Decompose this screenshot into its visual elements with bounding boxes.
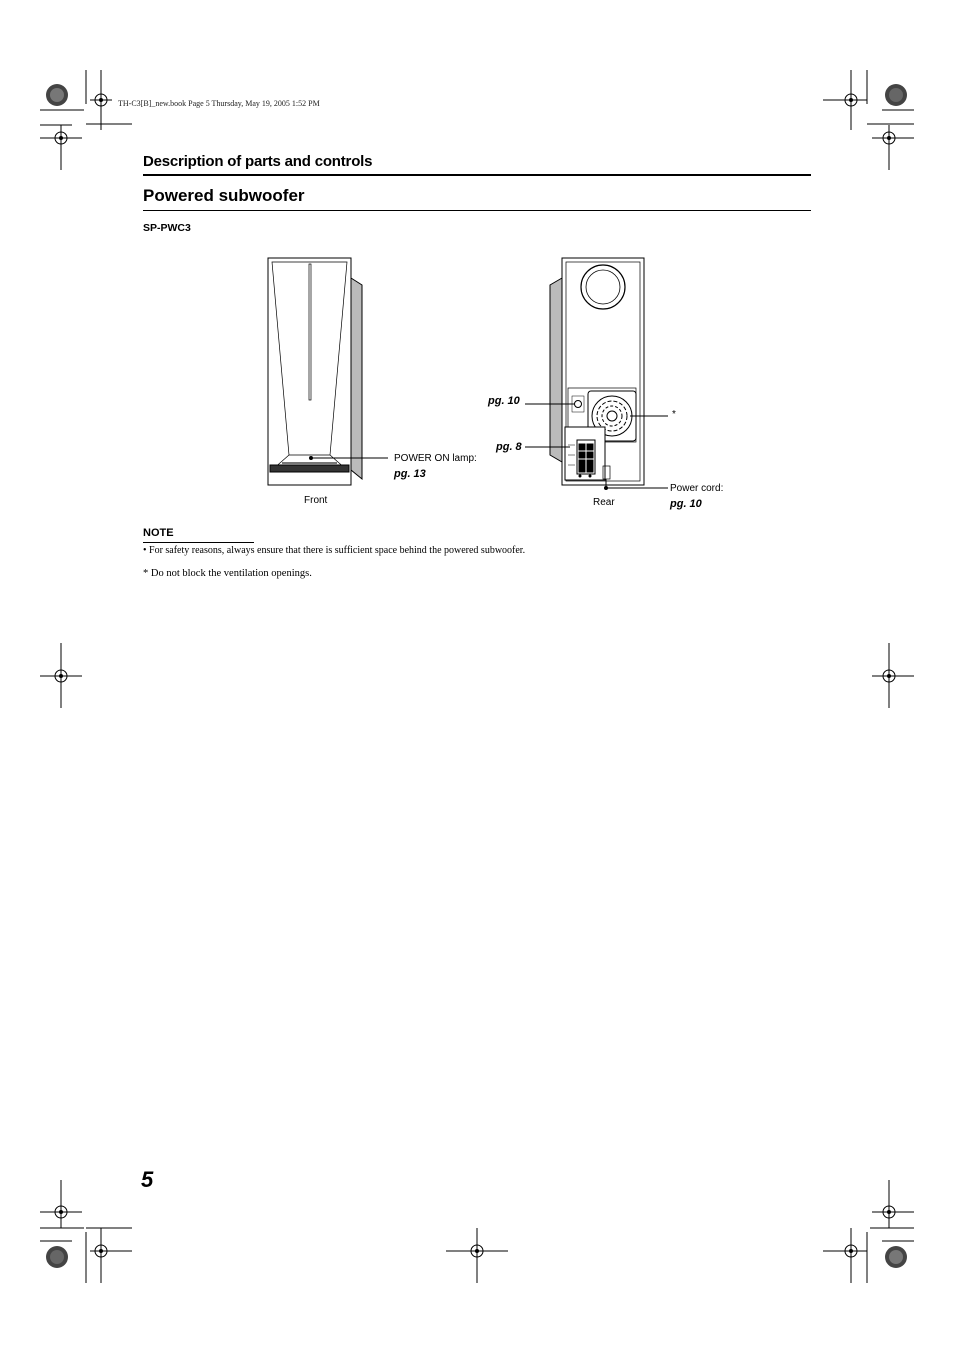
front-view (268, 258, 388, 485)
power-cord-label: Power cord: (670, 483, 724, 494)
note-item: * Do not block the ventilation openings. (143, 568, 312, 579)
power-cord-ref: pg. 10 (670, 498, 702, 510)
power-on-lamp-label: POWER ON lamp: (394, 453, 477, 464)
power-on-lamp-ref: pg. 13 (394, 468, 426, 480)
subwoofer-illustration (0, 0, 954, 600)
rear-view (525, 258, 668, 490)
page-number: 5 (141, 1167, 154, 1192)
note-title: NOTE (143, 527, 174, 539)
page-title: Powered subwoofer (143, 186, 305, 205)
note-item: • For safety reasons, always ensure that there is sufficient space behind the powered subwoofer. (143, 545, 526, 556)
note-rule (143, 542, 254, 543)
front-caption: Front (304, 495, 328, 506)
rear-caption: Rear (593, 497, 615, 508)
section-header: Description of parts and controls (143, 153, 373, 170)
vent-marker: * (672, 409, 676, 420)
rear-jack-ref: pg. 10 (488, 395, 520, 407)
print-header: TH-C3[B]_new.book Page 5 Thursday, May 19, 2005 1:52 PM (118, 99, 320, 108)
rear-terminals-ref: pg. 8 (496, 441, 522, 453)
model-number: SP-PWC3 (143, 222, 191, 234)
